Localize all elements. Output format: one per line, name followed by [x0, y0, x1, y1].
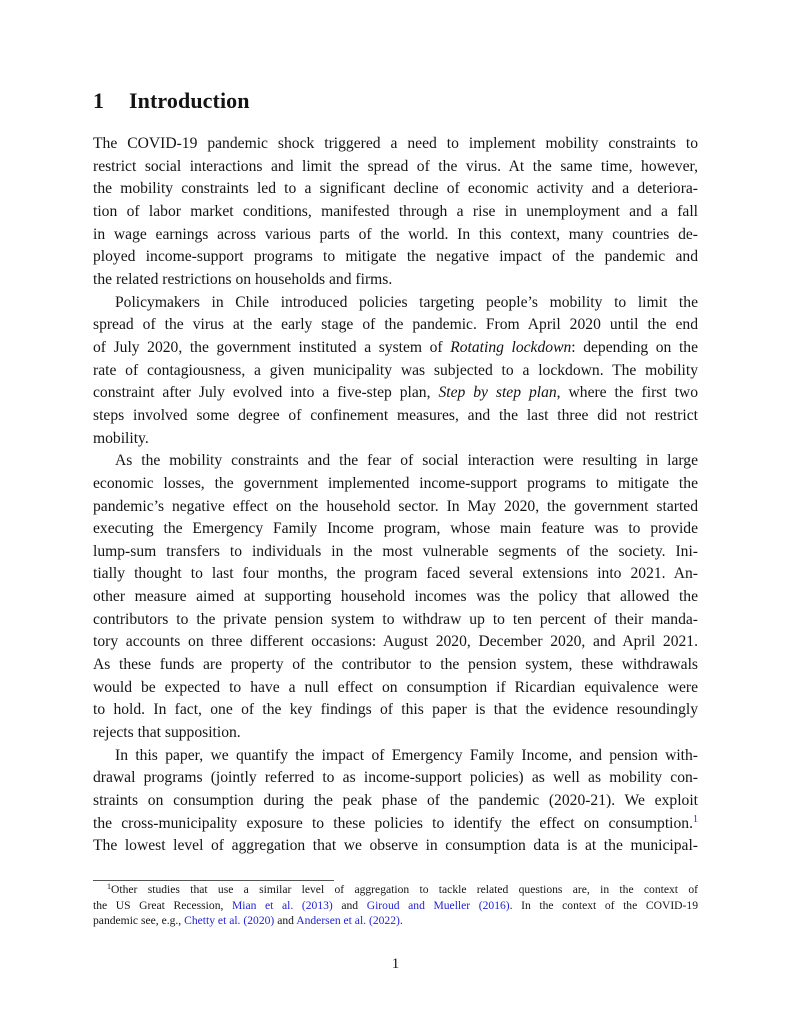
text-line	[93, 382, 698, 405]
citation-link-mian[interactable]: Mian et al.	[231, 898, 294, 912]
text-line	[93, 813, 698, 836]
citation-year-link-mian[interactable]: (2013)	[301, 898, 333, 912]
footnote-marker: 1	[107, 882, 111, 891]
page-number: 1	[391, 956, 400, 972]
text-span: , where the first two	[556, 384, 698, 402]
text-line: the mobility constraints led to a significant decline of economic activity and a deteriora-	[93, 180, 698, 198]
text-line: restrict social interactions and limit the spread of the virus. At the same time, however,	[93, 157, 698, 175]
footnote-line	[93, 882, 698, 898]
text-span: pandemic see, e.g.,	[93, 914, 185, 928]
footnote-1	[93, 882, 698, 929]
text-line: would be expected to have a null effect on consumption if Ricardian equivalence were	[93, 678, 698, 696]
text-line: in wage earnings across various parts of the world. In this context, many countries de-	[93, 225, 698, 243]
text-line: As the mobility constraints and the fear of social interaction were resulting in large	[115, 452, 698, 470]
footnote-reference-link[interactable]: 1	[693, 813, 698, 825]
text-line: other measure aimed at supporting household incomes was the policy that allowed the	[93, 588, 698, 606]
section-number: 1	[93, 88, 105, 113]
text-line: contributors to the private pension system to withdraw up to ten percent of their manda-	[93, 610, 698, 628]
paragraph-3	[93, 450, 698, 745]
citation-link-giroud-mueller[interactable]: Giroud and Mueller	[366, 898, 471, 912]
text-line: the related restrictions on households and firms.	[93, 270, 393, 288]
text-span: Other studies that use a similar level of aggregation to tackle related questions are, in the context of	[111, 883, 698, 896]
citation-link-chetty[interactable]: Chetty et al.	[184, 914, 241, 928]
text-line: pandemic’s negative effect on the household sector. In May 2020, the government started	[93, 497, 698, 515]
text-line: lump-sum transfers to individuals in the most vulnerable segments of the society. Ini-	[93, 542, 698, 560]
citation-year-link-chetty[interactable]: (2020)	[243, 914, 275, 928]
text-line: The lowest level of aggregation that we observe in consumption data is at the municipal-	[93, 837, 698, 855]
text-line: economic losses, the government implemented income-support programs to mitigate the	[93, 474, 698, 492]
text-line	[93, 337, 698, 360]
paragraph-1	[93, 133, 698, 292]
emphasis-rotating-lockdown: Rotating lockdown	[450, 338, 572, 356]
text-span: and	[274, 914, 297, 928]
text-span: . In the context of the COVID-19	[509, 898, 699, 912]
text-line: rate of contagiousness, a given municipality was subjected to a lockdown. The mobility	[93, 361, 698, 379]
body-text	[93, 133, 698, 858]
text-line: spread of the virus at the early stage of the pandemic. From April 2020 until the end	[93, 316, 698, 334]
text-span: : depending on the	[571, 338, 698, 356]
text-line: tion of labor market conditions, manifested through a rise in unemployment and a fall	[93, 202, 698, 220]
text-span: and	[332, 898, 367, 912]
text-line: tory accounts on three different occasions: August 2020, December 2020, and April 2021.	[93, 633, 698, 651]
text-line: executing the Emergency Family Income program, whose main feature was to provide	[93, 520, 698, 538]
citation-year-link-andersen[interactable]: (2022)	[368, 914, 400, 928]
emphasis-step-by-step-plan: Step by step plan	[438, 384, 557, 402]
paragraph-4	[93, 745, 698, 858]
footnote-divider	[93, 880, 334, 881]
text-line: tially thought to last four months, the program faced several extensions into 2021. An-	[93, 565, 698, 583]
text-line: In this paper, we quantify the impact of Emergency Family Income, and pension with-	[115, 746, 698, 764]
section-title: Introduction	[129, 88, 250, 113]
citation-year-link-giroud-mueller[interactable]: (2016)	[478, 898, 510, 912]
text-line: steps involved some degree of confinement measures, and the last three did not restrict	[93, 406, 698, 424]
text-line: drawal programs (jointly referred to as income-support policies) as well as mobility con-	[93, 769, 698, 787]
footnote-line	[93, 913, 698, 929]
text-line: straints on consumption during the peak phase of the pandemic (2020-21). We exploit	[93, 792, 698, 810]
text-span: the US Great Recession,	[93, 898, 232, 912]
text-line: The COVID-19 pandemic shock triggered a need to implement mobility constraints to	[93, 135, 698, 152]
citation-link-andersen[interactable]: Andersen et al.	[296, 914, 367, 928]
text-span: .	[399, 914, 403, 928]
text-line: mobility.	[93, 429, 149, 447]
text-span: of July 2020, the government instituted a system of	[93, 338, 451, 356]
section-heading	[93, 86, 250, 116]
footnote-line	[93, 898, 698, 914]
text-line: to hold. In fact, one of the key findings of this paper is that the evidence resoundingly	[93, 701, 698, 719]
text-span: constraint after July evolved into a five-step plan,	[93, 384, 439, 402]
text-span: the cross-municipality exposure to these policies to identify the effect on consumption.	[93, 814, 693, 832]
text-line: rejects that supposition.	[93, 724, 241, 742]
text-line: ployed income-support programs to mitigate the negative impact of the pandemic and	[93, 248, 698, 266]
text-line: Policymakers in Chile introduced policies targeting people’s mobility to limit the	[115, 293, 698, 311]
text-line: As these funds are property of the contributor to the pension system, these withdrawals	[93, 656, 698, 674]
paragraph-2	[93, 292, 698, 451]
